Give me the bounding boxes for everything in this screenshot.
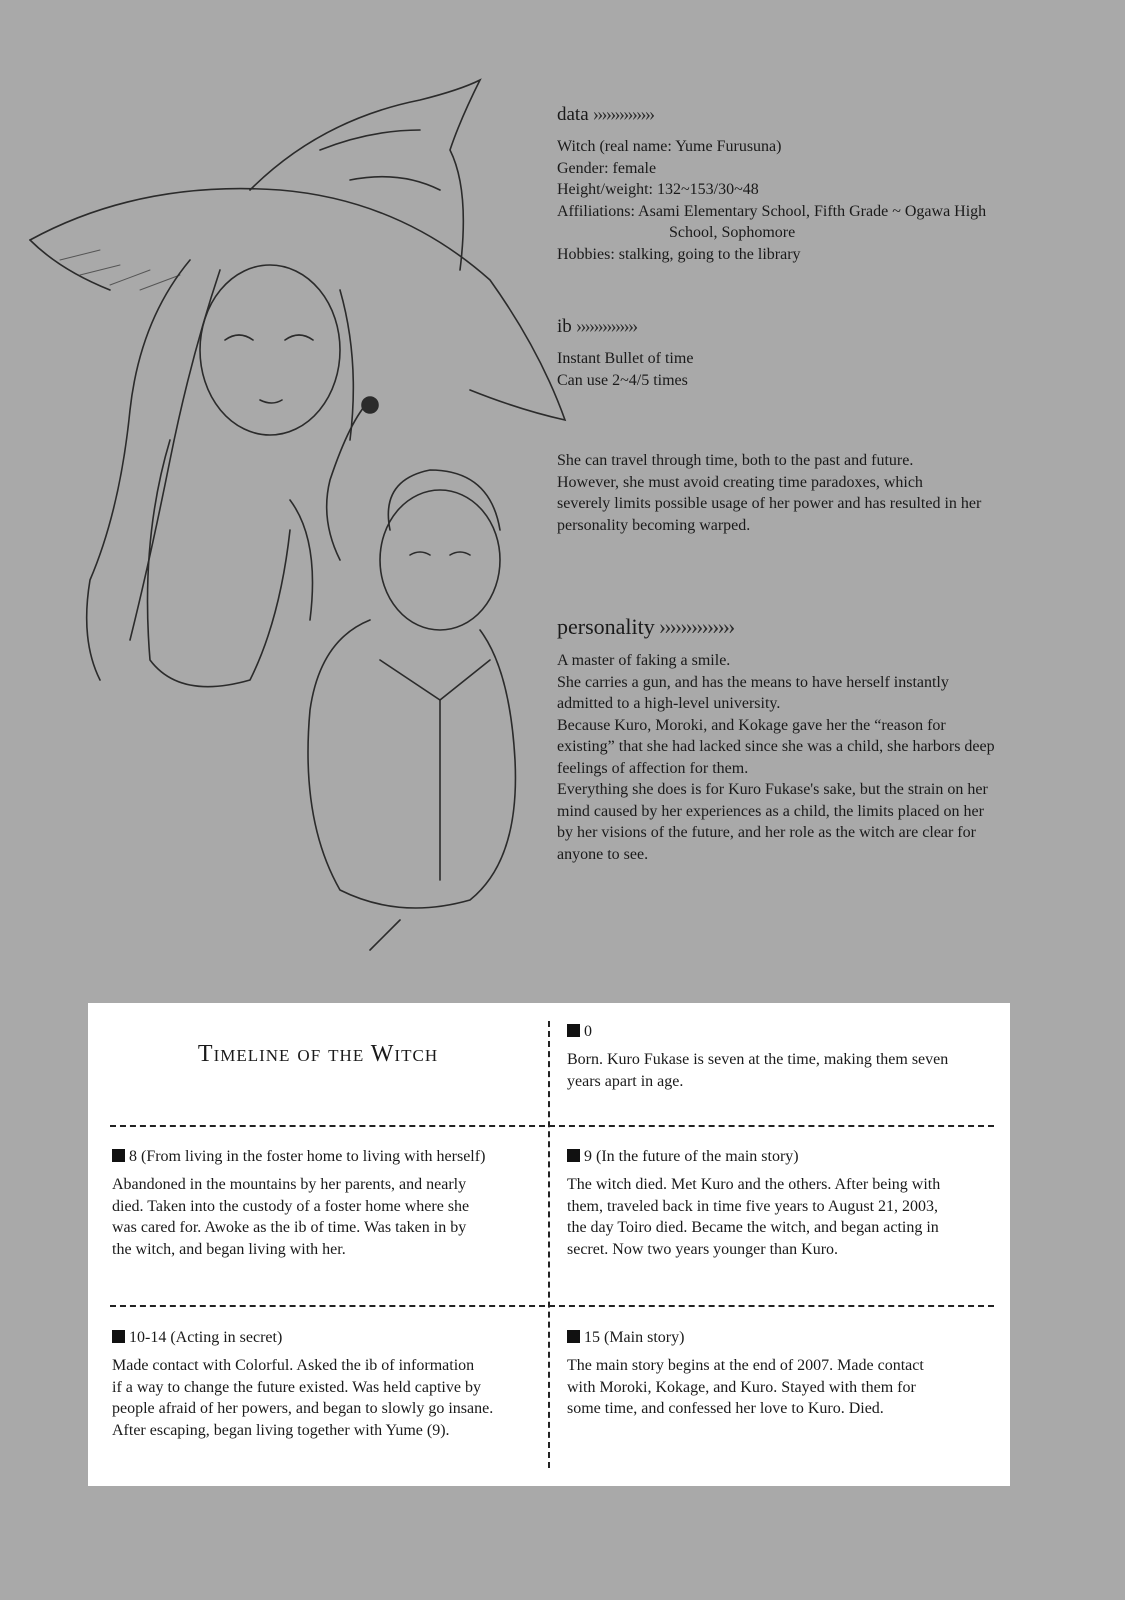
ib-desc-line: However, she must avoid creating time paradoxes, which — [557, 473, 923, 491]
character-illustration — [20, 60, 580, 960]
entry-line: secret. Now two years younger than Kuro. — [567, 1240, 839, 1258]
personality-line: mind caused by her experiences as a child, the limits placed on her — [557, 802, 984, 820]
entry-line: Born. Kuro Fukase is seven at the time, making them seven — [567, 1051, 949, 1068]
chevrons-icon: ›››››››››››››› — [575, 316, 637, 337]
entry-line: The main story begins at the end of 2007. Made contact — [567, 1357, 924, 1374]
square-bullet-icon — [567, 1149, 580, 1162]
ib-line: Instant Bullet of time — [557, 350, 694, 367]
square-bullet-icon — [567, 1330, 580, 1343]
entry-line: the day Toiro died. Became the witch, and began acting in — [567, 1219, 939, 1236]
entry-line: if a way to change the future existed. Was held captive by — [112, 1378, 481, 1396]
timeline-entry — [567, 1329, 999, 1420]
entry-line: was cared for. Awoke as the ib of time. Was taken in by — [112, 1219, 467, 1236]
chevrons-icon: ›››››››››››››› — [592, 104, 654, 125]
personality-line: She carries a gun, and has the means to have herself instantly — [557, 673, 949, 691]
data-line: Witch (real name: Yume Furusuna) — [557, 138, 782, 155]
personality-line: admitted to a high-level university. — [557, 695, 781, 712]
entry-line: the witch, and began living with her. — [112, 1240, 346, 1258]
data-line: Height/weight: 132~153/30~48 — [557, 181, 759, 198]
data-section — [557, 104, 1067, 265]
ib-desc-line: personality becoming warped. — [557, 516, 751, 534]
data-line: Gender: female — [557, 159, 657, 177]
square-bullet-icon — [112, 1149, 125, 1162]
personality-heading: personality ›››››››››››››› — [557, 614, 734, 639]
personality-line: existing” that she had lacked since she was a child, she harbors deep — [557, 738, 995, 755]
square-bullet-icon — [112, 1330, 125, 1343]
personality-line: by her visions of the future, and her role as the witch are clear for — [557, 824, 976, 841]
witch-hat-cone — [250, 80, 480, 270]
timeline-box — [88, 1003, 1010, 1486]
ib-section — [557, 316, 1067, 391]
ib-line: Can use 2~4/5 times — [557, 371, 688, 389]
ib-description — [557, 450, 1067, 536]
entry-line: After escaping, began living together with Yume (9). — [112, 1421, 450, 1439]
square-bullet-icon — [567, 1024, 580, 1037]
entry-line: The witch died. Met Kuro and the others. After being with — [567, 1176, 941, 1193]
personality-line: Because Kuro, Moroki, and Kokage gave her the “reason for — [557, 716, 946, 734]
entry-line: with Moroki, Kokage, and Kuro. Stayed with them for — [567, 1378, 916, 1396]
data-line: School, Sophomore — [669, 224, 796, 241]
chevrons-icon: ›››››››››››››› — [658, 614, 734, 639]
ib-desc-line: severely limits possible usage of her power and has resulted in her — [557, 495, 982, 512]
entry-line: Made contact with Colorful. Asked the ib of information — [112, 1357, 475, 1374]
timeline-entry — [567, 1148, 999, 1260]
personality-line: Everything she does is for Kuro Fukase's sake, but the strain on her — [557, 781, 988, 798]
entry-heading: 15 (Main story) — [584, 1329, 685, 1346]
timeline-entry — [112, 1329, 544, 1441]
girl-left-face — [200, 265, 340, 435]
entry-line: some time, and confessed her love to Kuro. Died. — [567, 1400, 884, 1417]
personality-section — [557, 614, 1067, 865]
entry-line: years apart in age. — [567, 1072, 684, 1090]
vertical-divider — [548, 1021, 550, 1468]
entry-line: Abandoned in the mountains by her parents, and nearly — [112, 1176, 467, 1193]
girl-right-face — [380, 490, 500, 630]
entry-line: died. Taken into the custody of a foster home where she — [112, 1197, 470, 1215]
horizontal-divider — [110, 1305, 994, 1307]
horizontal-divider — [110, 1125, 994, 1127]
entry-line: them, traveled back in time five years to August 21, 2003, — [567, 1197, 939, 1215]
timeline-title: Timeline of the Witch — [197, 1041, 439, 1067]
personality-line: anyone to see. — [557, 845, 649, 863]
ib-desc-line: She can travel through time, both to the past and future. — [557, 452, 914, 469]
personality-line: feelings of affection for them. — [557, 759, 749, 777]
timeline-entry — [112, 1148, 544, 1260]
entry-heading: 8 (From living in the foster home to living with herself) — [129, 1148, 486, 1165]
data-line: Hobbies: stalking, going to the library — [557, 245, 801, 263]
entry-heading: 9 (In the future of the main story) — [584, 1148, 799, 1165]
girl-left-hair — [87, 260, 190, 680]
personality-line: A master of faking a smile. — [557, 652, 731, 669]
entry-heading: 0 — [584, 1023, 592, 1040]
data-heading: data ›››››››››››››› — [557, 104, 654, 125]
entry-line: people afraid of her powers, and began to slowly go insane. — [112, 1400, 494, 1417]
entry-heading: 10-14 (Acting in secret) — [129, 1329, 283, 1346]
witch-hat-brim — [30, 189, 565, 420]
timeline-entry — [567, 1023, 999, 1092]
data-line: Affiliations: Asami Elementary School, Fifth Grade ~ Ogawa High — [557, 202, 987, 220]
ib-heading: ib ›››››››››››››› — [557, 316, 637, 337]
